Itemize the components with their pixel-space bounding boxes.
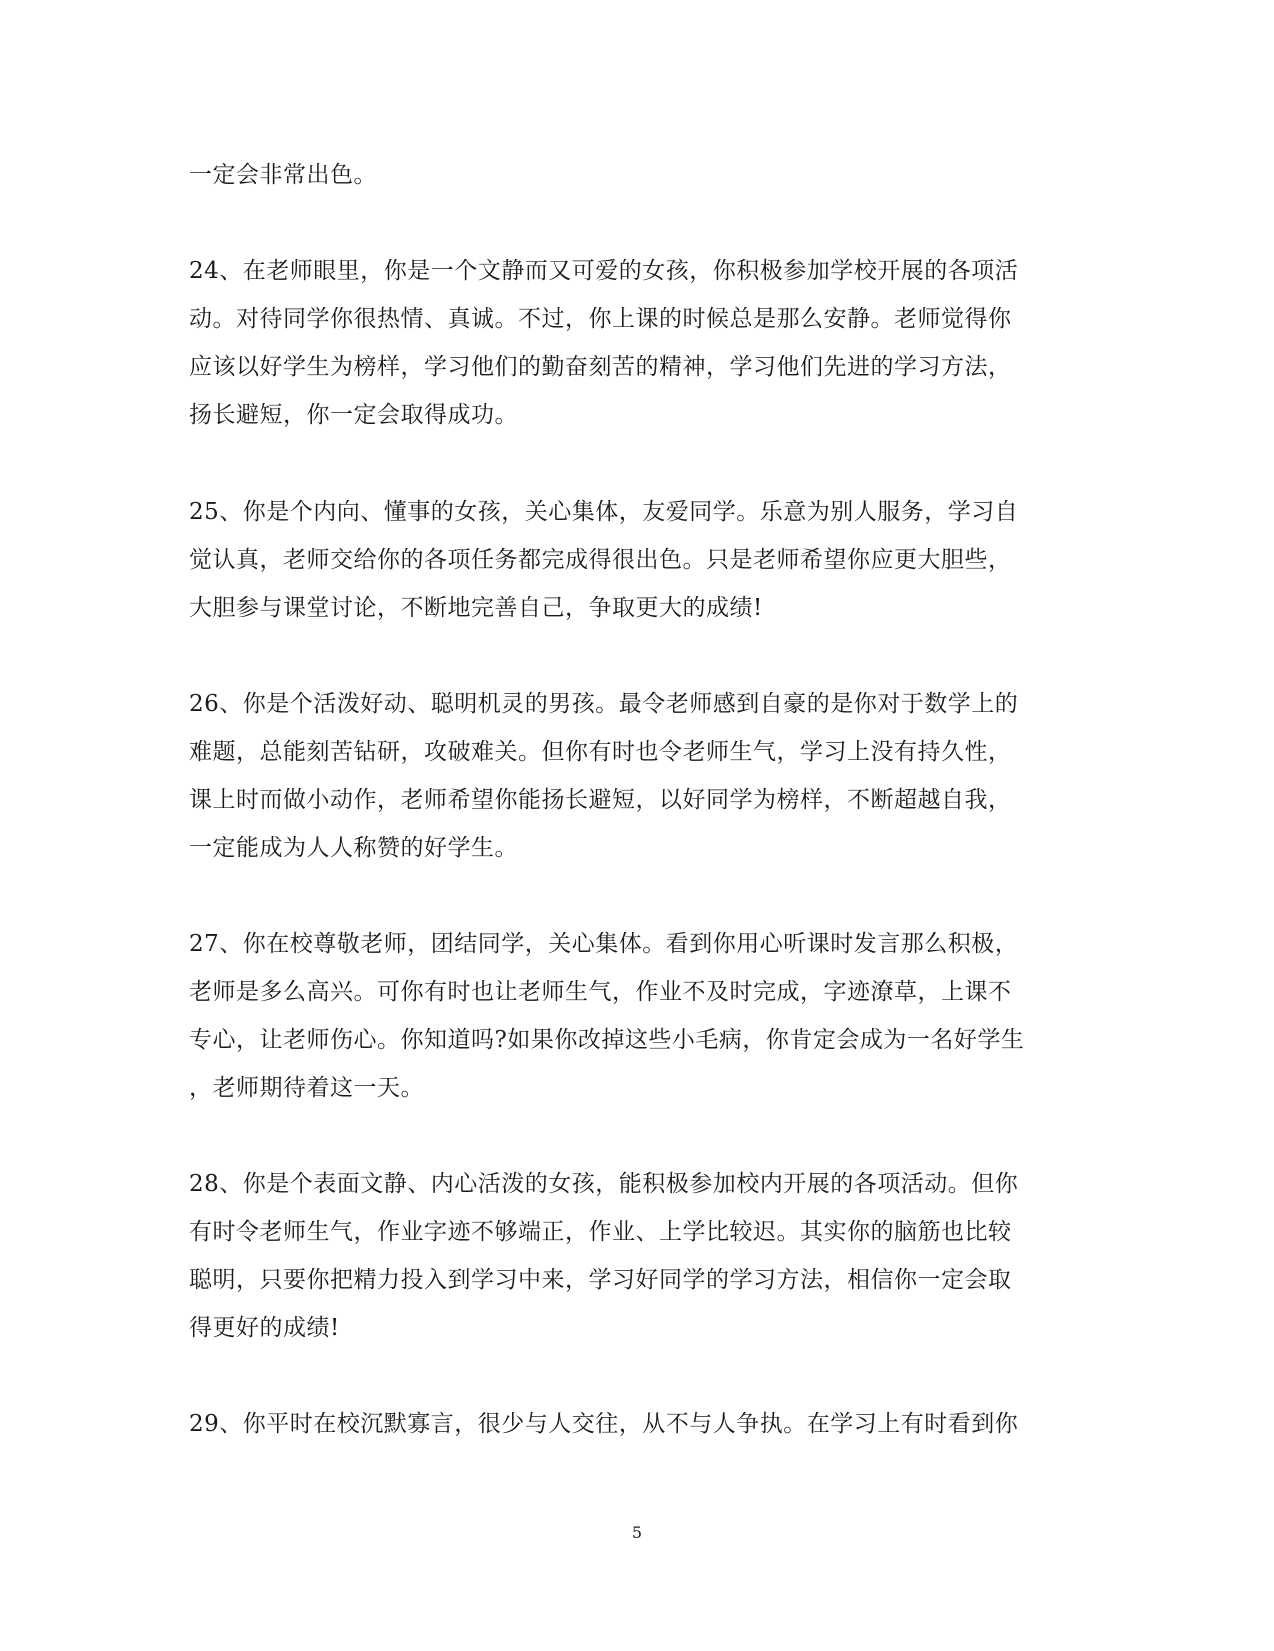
- text-line: ，老师期待着这一天。: [189, 1075, 424, 1101]
- text-line: 25、你是个内向、懂事的女孩，关心集体，友爱同学。乐意为别人服务，学习自: [189, 499, 1019, 525]
- page-number: 5: [631, 1523, 643, 1542]
- text-line: 扬长避短，你一定会取得成功。: [189, 402, 518, 428]
- text-line: 觉认真，老师交给你的各项任务都完成得很出色。只是老师希望你应更大胆些，: [189, 547, 1012, 573]
- text-line: 得更好的成绩!: [189, 1315, 340, 1341]
- text-line: 课上时而做小动作，老师希望你能扬长避短，以好同学为榜样，不断超越自我，: [189, 787, 1012, 813]
- text-line: 难题，总能刻苦钻研，攻破难关。但你有时也令老师生气，学习上没有持久性，: [189, 739, 1012, 765]
- text-line: 专心，让老师伤心。你知道吗?如果你改掉这些小毛病，你肯定会成为一名好学生: [189, 1027, 1025, 1053]
- text-line: 24、在老师眼里，你是一个文静而又可爱的女孩，你积极参加学校开展的各项活: [189, 258, 1019, 284]
- text-line: 大胆参与课堂讨论，不断地完善自己，争取更大的成绩!: [189, 595, 763, 621]
- text-line: 有时令老师生气，作业字迹不够端正，作业、上学比较迟。其实你的脑筋也比较: [189, 1219, 1012, 1245]
- text-line: 26、你是个活泼好动、聪明机灵的男孩。最令老师感到自豪的是你对于数学上的: [189, 691, 1019, 717]
- text-line: 29、你平时在校沉默寡言，很少与人交往，从不与人争执。在学习上有时看到你: [189, 1411, 1019, 1437]
- text-line: 动。对待同学你很热情、真诚。不过，你上课的时候总是那么安静。老师觉得你: [189, 306, 1012, 332]
- text-line: 聪明，只要你把精力投入到学习中来，学习好同学的学习方法，相信你一定会取: [189, 1267, 1012, 1293]
- text-line: 老师是多么高兴。可你有时也让老师生气，作业不及时完成，字迹潦草，上课不: [189, 979, 1012, 1005]
- text-line: 一定会非常出色。: [189, 162, 377, 188]
- text-line: 一定能成为人人称赞的好学生。: [189, 835, 518, 861]
- text-line: 28、你是个表面文静、内心活泼的女孩，能积极参加校内开展的各项活动。但你: [189, 1171, 1019, 1197]
- text-line: 27、你在校尊敬老师，团结同学，关心集体。看到你用心听课时发言那么积极，: [189, 931, 1019, 957]
- text-line: 应该以好学生为榜样，学习他们的勤奋刻苦的精神，学习他们先进的学习方法，: [189, 354, 1012, 380]
